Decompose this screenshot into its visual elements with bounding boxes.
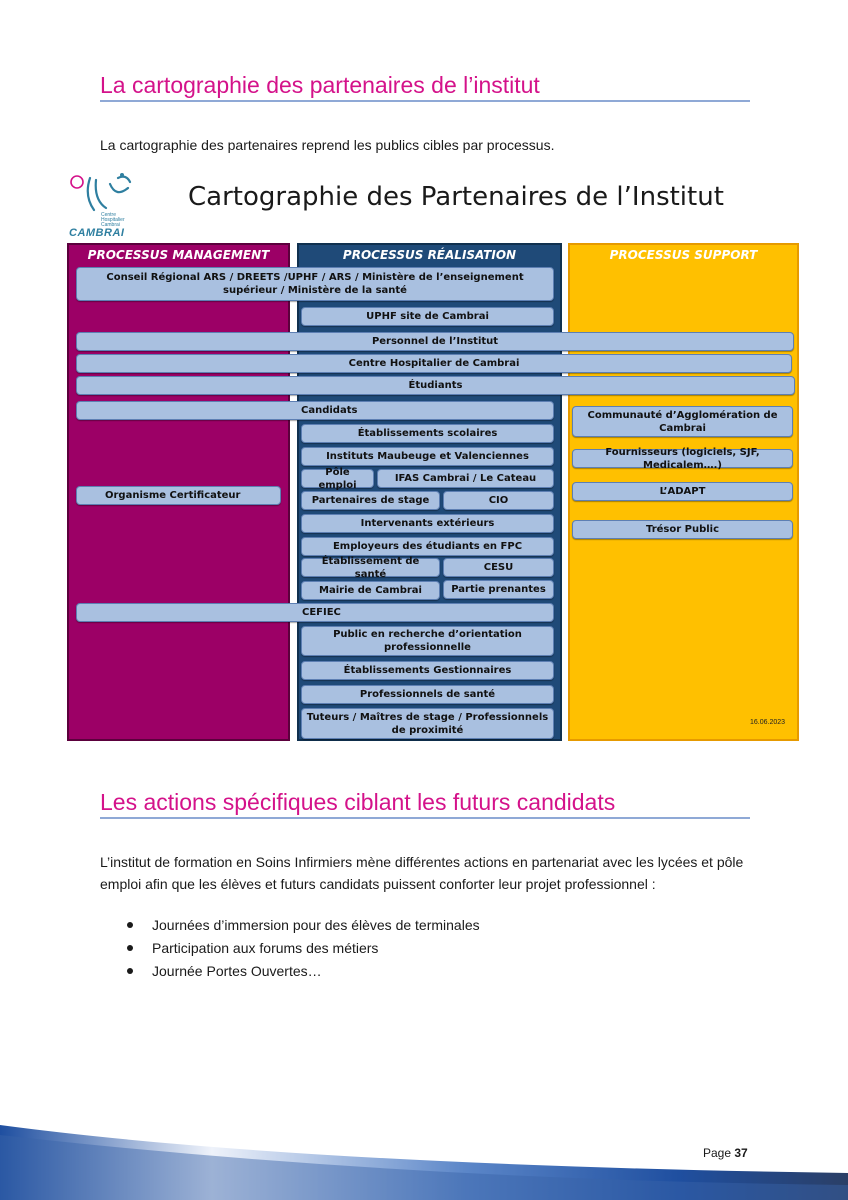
list-item-text: Journées d’immersion pour des élèves de terminales	[152, 917, 480, 933]
actions-intro: L’institut de formation en Soins Infirmiers mène différentes actions en partenariat avec les lycées et pôle emploi afin que les élèves et futurs candidats puissent conforter leur projet professionnel :	[100, 854, 744, 892]
logo-word: CAMBRAI	[69, 227, 125, 239]
list-item-text: Participation aux forums des métiers	[152, 940, 379, 956]
page-number-value: 37	[734, 1146, 748, 1160]
box-uphf: UPHF site de Cambrai	[301, 307, 554, 326]
box-centre-hospitalier: Centre Hospitalier de Cambrai	[76, 354, 792, 373]
svg-text:Cambrai: Cambrai	[101, 222, 120, 228]
partners-diagram	[66, 170, 802, 745]
box-professionnels-sante: Professionnels de santé	[301, 685, 554, 704]
box-partenaires-stage: Partenaires de stage	[301, 491, 440, 510]
diagram-title: Cartographie des Partenaires de l’Institut	[188, 182, 724, 212]
box-tresor: Trésor Public	[572, 520, 793, 539]
page-number	[703, 1146, 748, 1160]
box-organisme: Organisme Certificateur	[76, 486, 281, 505]
box-etablissements-gestionnaires: Établissements Gestionnaires	[301, 661, 554, 680]
box-intervenants: Intervenants extérieurs	[301, 514, 554, 533]
actions-list	[125, 914, 480, 983]
column-support-title: PROCESSUS SUPPORT	[609, 248, 758, 262]
box-cesu: CESU	[443, 558, 554, 577]
list-item-text: Journée Portes Ouvertes…	[152, 963, 322, 979]
box-etudiants: Étudiants	[76, 376, 795, 395]
box-etablissements-scolaires: Établissements scolaires	[301, 424, 554, 443]
box-adapt: L’ADAPT	[572, 482, 793, 501]
svg-text:Hospitalier: Hospitalier	[101, 217, 125, 223]
box-tuteurs: Tuteurs / Maîtres de stage / Professionnels de proximité	[301, 708, 554, 739]
box-public-recherche: Public en recherche d’orientation professionnelle	[301, 626, 554, 656]
list-item	[125, 914, 480, 937]
box-communaute: Communauté d’Agglomération de Cambrai	[572, 406, 793, 437]
bullet-icon	[127, 922, 133, 928]
list-item	[125, 960, 480, 983]
bullet-icon	[127, 968, 133, 974]
box-ifas: IFAS Cambrai / Le Cateau	[377, 469, 554, 488]
partners-intro: La cartographie des partenaires reprend les publics cibles par processus.	[100, 137, 555, 153]
logo-icon	[66, 170, 144, 230]
hospital-logo	[66, 170, 144, 242]
box-pole-emploi: Pôle emploi	[301, 469, 374, 488]
heading-rule	[100, 817, 750, 819]
bullet-icon	[127, 945, 133, 951]
section-heading-partners: La cartographie des partenaires de l’institut	[100, 72, 540, 98]
section-heading-actions: Les actions spécifiques ciblant les futurs candidats	[100, 789, 616, 815]
svg-text:Centre: Centre	[101, 212, 117, 218]
box-candidats: Candidats	[76, 401, 554, 420]
box-mairie: Mairie de Cambrai	[301, 581, 440, 600]
box-etablissement-sante: Établissement de santé	[301, 558, 440, 577]
column-management-title: PROCESSUS MANAGEMENT	[87, 248, 270, 262]
box-cefiec: CEFIEC	[76, 603, 554, 622]
diagram-date: 16.06.2023	[750, 719, 786, 726]
list-item	[125, 937, 480, 960]
footer-wave-decoration	[0, 1125, 848, 1200]
page-label: Page	[703, 1146, 732, 1160]
heading-rule	[100, 100, 750, 102]
box-partie-prenantes: Partie prenantes	[443, 580, 554, 599]
box-conseil: Conseil Régional ARS / DREETS /UPHF / ARS / Ministère de l’enseignement supérieur / Ministère de la santé	[76, 267, 554, 301]
column-realisation-title: PROCESSUS RÉALISATION	[342, 248, 517, 262]
box-instituts: Instituts Maubeuge et Valenciennes	[301, 447, 554, 466]
box-personnel: Personnel de l’Institut	[76, 332, 794, 351]
box-cio: CIO	[443, 491, 554, 510]
box-employeurs: Employeurs des étudiants en FPC	[301, 537, 554, 556]
box-fournisseurs: Fournisseurs (logiciels, SJF, Medicalem….)	[572, 449, 793, 468]
